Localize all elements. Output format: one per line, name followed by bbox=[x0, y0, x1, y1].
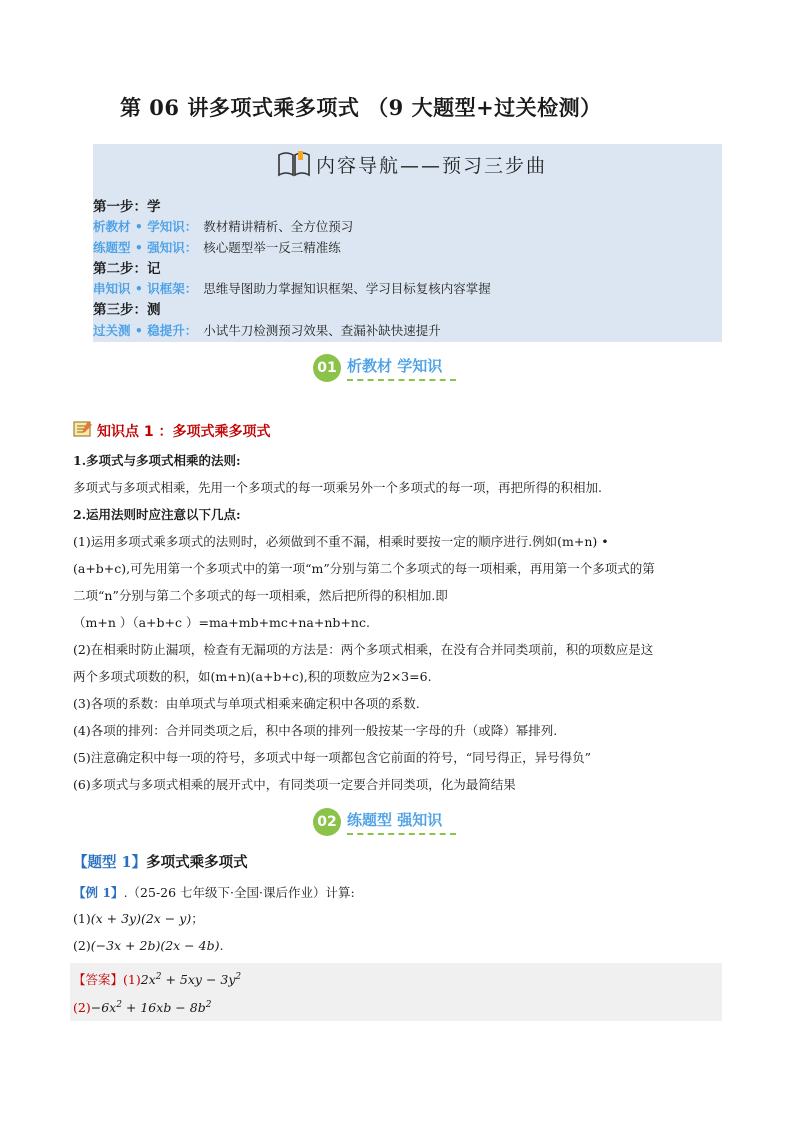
note-line: (a+b+c),可先用第一个多项式中的第一项“m”分别与第二个多项式的每一项相乘，再用第一个多项式的第 bbox=[73, 561, 655, 576]
note-line: (4)各项的排列：合并同类项之后，积中各项的排列一般按某一字母的升（或降）幂排列. bbox=[73, 723, 558, 738]
nav-step-2: 第二步：记 bbox=[93, 261, 161, 277]
example-text: .（25-26 七年级下·全国·课后作业）计算: bbox=[123, 885, 355, 900]
section-title: 析教材 学知识 bbox=[347, 355, 456, 381]
example-1 bbox=[73, 882, 355, 958]
type-bracket: 】 bbox=[131, 854, 147, 871]
nav-line-framework bbox=[93, 279, 491, 299]
type-label: 题型 1 bbox=[87, 854, 132, 871]
note-line: (6)多项式与多项式相乘的展开式中，有同类项一定要合并同类项，化为最简结果 bbox=[73, 777, 516, 792]
answer-line-2 bbox=[73, 994, 211, 1016]
notebook-icon bbox=[73, 420, 93, 442]
example-question-2 bbox=[73, 934, 355, 958]
section-number-badge: 02 bbox=[313, 808, 341, 836]
example-tag: 【例 1】 bbox=[73, 885, 124, 900]
answer-number: (2) bbox=[73, 1000, 91, 1016]
knowledge-point-label: 知识点 1 ：多项式乘多项式 bbox=[97, 424, 271, 440]
answer-expression: $-6x^2 + 16xb - 8b^2$ bbox=[90, 1000, 212, 1016]
note-line: (1)运用多项式乘多项式的法则时，必须做到不重不漏，相乘时要按一定的顺序进行.例如(m+n) • bbox=[73, 534, 609, 549]
note-line: (3)各项的系数：由单项式与单项式相乘来确定积中各项的系数. bbox=[73, 696, 420, 711]
section-header-02 bbox=[313, 807, 456, 837]
knowledge-point-header bbox=[73, 421, 271, 441]
answer-expression: $2x^2 + 5xy - 3y^2$ bbox=[140, 972, 242, 988]
question-end: . bbox=[219, 938, 224, 953]
question-expression: (x + 3y)(2x − y) bbox=[90, 911, 192, 926]
nav-step-1: 第一步：学 bbox=[93, 199, 161, 215]
question-number: (1) bbox=[73, 911, 91, 926]
type-title: 多项式乘多项式 bbox=[146, 854, 248, 871]
nav-desc: 小试牛刀检测预习效果、查漏补缺快速提升 bbox=[203, 323, 441, 338]
example-question-1 bbox=[73, 907, 355, 931]
nav-desc: 思维导图助力掌握知识框架、学习目标复核内容掌握 bbox=[203, 281, 491, 296]
nav-step-3: 第三步：测 bbox=[93, 302, 161, 318]
section-number-badge: 01 bbox=[313, 354, 341, 382]
book-icon bbox=[276, 149, 312, 179]
nav-header bbox=[276, 147, 547, 181]
nav-label: 过关测 • 稳提升： bbox=[93, 323, 198, 338]
question-number: (2) bbox=[73, 938, 91, 953]
nav-label: 练题型 • 强知识： bbox=[93, 240, 198, 255]
nav-line-learn bbox=[93, 217, 353, 237]
type-bracket: 【 bbox=[73, 854, 88, 871]
note-line: （m+n ）（a+b+c ）=ma+mb+mc+na+nb+nc. bbox=[73, 615, 370, 630]
rule-heading: 1.多项式与多项式相乘的法则: bbox=[73, 453, 241, 468]
nav-line-test bbox=[93, 321, 441, 341]
section-header-01 bbox=[313, 353, 456, 383]
nav-label: 串知识 • 识框架： bbox=[93, 281, 198, 296]
note-line: 两个多项式项数的积，如(m+n)(a+b+c),积的项数应为2×3=6. bbox=[73, 669, 432, 684]
question-expression: (−3x + 2b)(2x − 4b) bbox=[90, 938, 220, 953]
example-prompt bbox=[73, 882, 355, 904]
nav-line-practice bbox=[93, 238, 341, 258]
nav-desc: 核心题型举一反三精准练 bbox=[203, 240, 341, 255]
section-title: 练题型 强知识 bbox=[347, 809, 456, 835]
note-line: (2)在相乘时防止漏项，检查有无漏项的方法是：两个多项式相乘，在没有合并同类项前，积的项数应是这 bbox=[73, 642, 654, 657]
note-line: (5)注意确定积中每一项的符号，多项式中每一项都包含它前面的符号，“同号得正，异号得负” bbox=[73, 750, 591, 765]
question-end: ； bbox=[191, 911, 204, 926]
answer-line-1 bbox=[73, 966, 241, 988]
content-navigation-box bbox=[93, 144, 722, 342]
note-line: 二项“n”分别与第二个多项式的每一项相乘，然后把所得的积相加.即 bbox=[73, 588, 448, 603]
question-type-header bbox=[73, 851, 248, 872]
nav-title: 内容导航——预习三步曲 bbox=[316, 154, 548, 177]
answer-tag: 【答案】 bbox=[73, 972, 124, 988]
rule-text: 多项式与多项式相乘，先用一个多项式的每一项乘另外一个多项式的每一项，再把所得的积相加. bbox=[73, 480, 602, 495]
notes-heading: 2.运用法则时应注意以下几点: bbox=[73, 507, 241, 522]
nav-label: 析教材 • 学知识： bbox=[93, 219, 198, 234]
answer-number: (1) bbox=[123, 972, 141, 988]
nav-desc: 教材精讲精析、全方位预习 bbox=[203, 219, 354, 234]
answer-box bbox=[70, 963, 722, 1021]
page-title: 第 06 讲多项式乘多项式 （9 大题型+过关检测） bbox=[120, 95, 602, 120]
